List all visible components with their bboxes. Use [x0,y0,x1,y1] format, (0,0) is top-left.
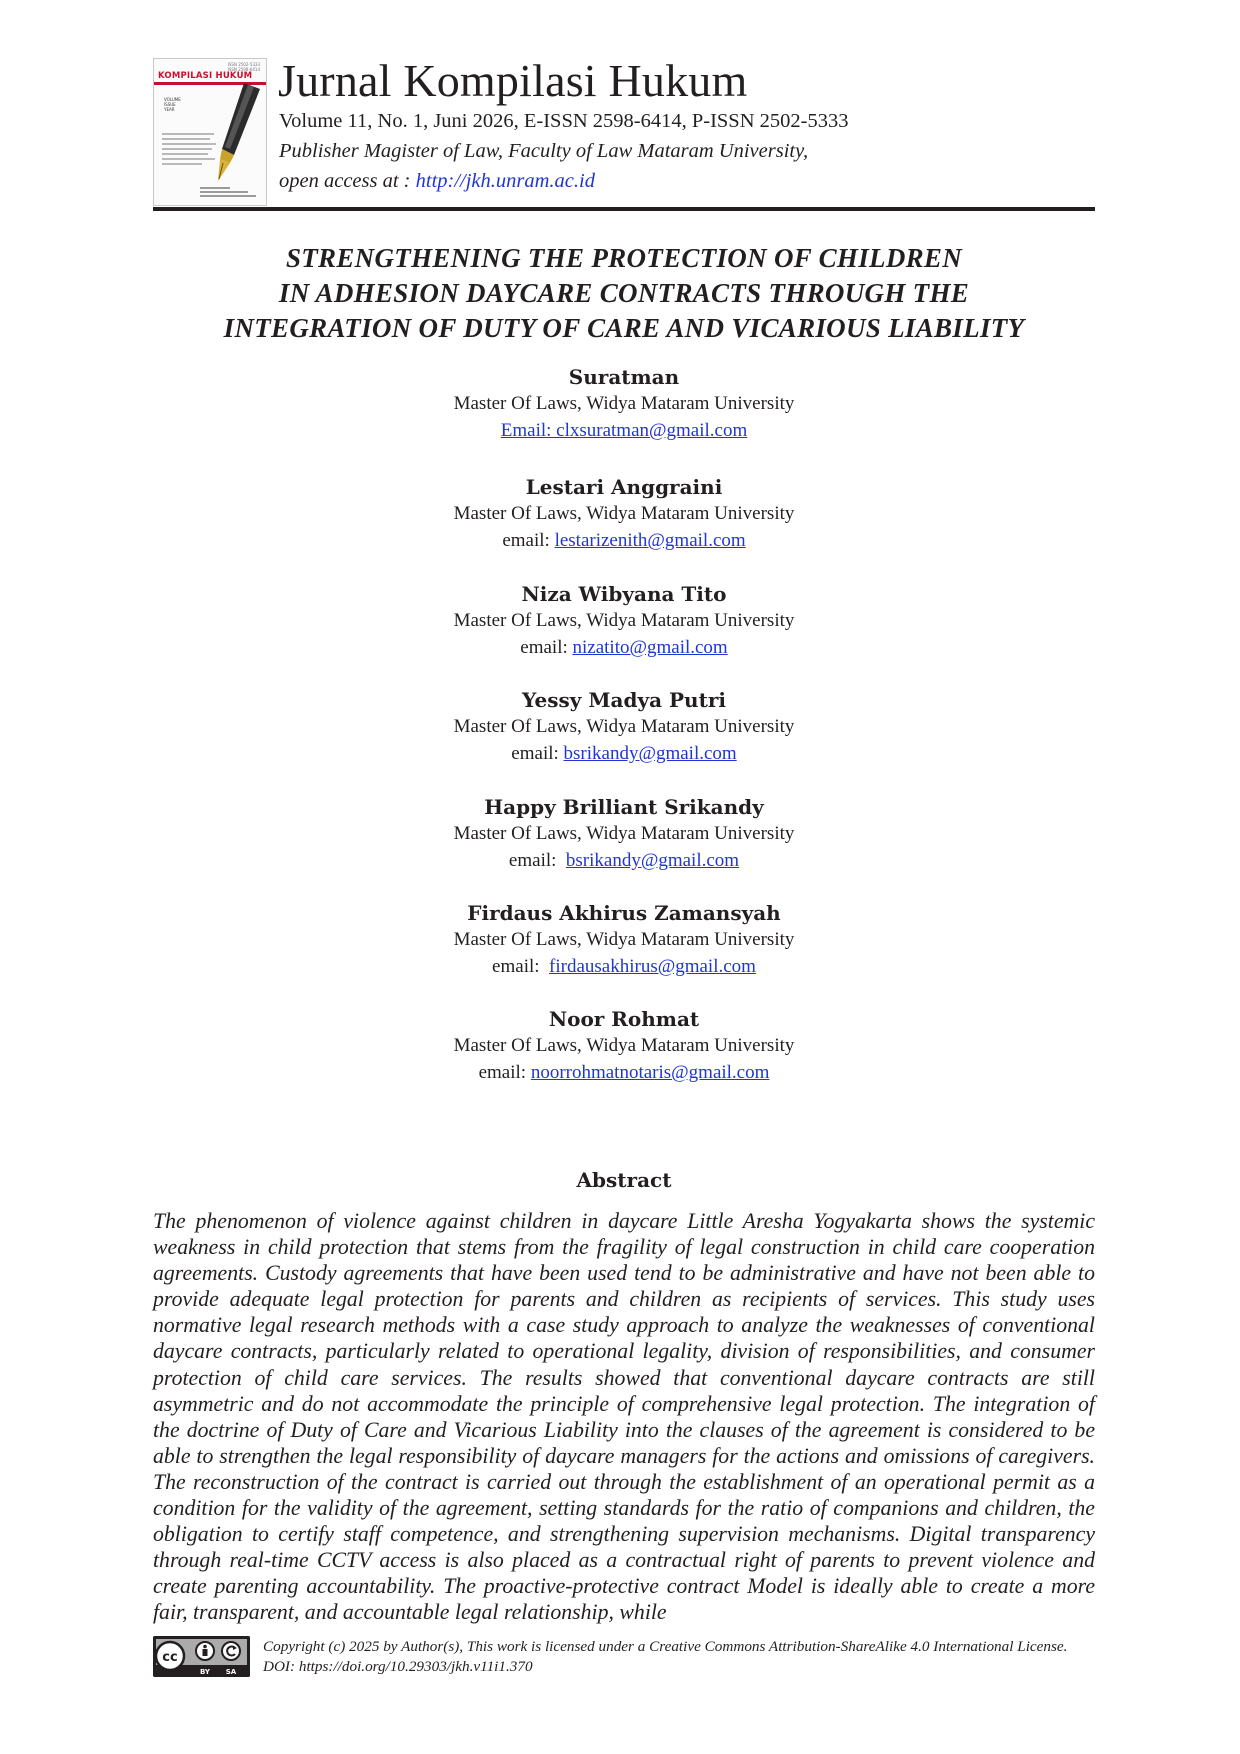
email-link[interactable]: lestarizenith@gmail.com [554,530,746,551]
cover-title: KOMPILASI HUKUM [158,71,253,81]
author-email [153,527,1095,554]
author-affiliation: Master Of Laws, Widya Mataram University [453,1035,795,1056]
author-affiliation: Master Of Laws, Widya Mataram University [453,929,795,950]
journal-open-access-line [279,170,595,193]
author-block [153,687,1095,767]
cc-by-sa-badge[interactable] [153,1636,250,1677]
author-affiliation: Master Of Laws, Widya Mataram University [453,823,795,844]
email-link[interactable]: bsrikandy@gmail.com [563,743,737,764]
open-access-label: open access at : [279,170,416,192]
cc-by-sa-icon [153,1636,250,1677]
email-label: email: [520,637,573,658]
cover-text-lines [162,133,217,168]
author-name: Niza Wibyana Tito [521,582,727,606]
email-label: email: [508,850,566,871]
author-name: Lestari Anggraini [525,475,723,499]
author-affiliation: Master Of Laws, Widya Mataram University [453,716,795,737]
journal-cover-thumbnail [153,58,267,206]
author-block [153,581,1095,661]
author-name: Yessy Madya Putri [522,688,726,712]
cover-volume: VOLUME ISSUE YEAR [164,97,181,112]
article-title [153,241,1095,346]
email-link[interactable]: nizatito@gmail.com [572,637,728,658]
email-link[interactable]: firdausakhirus@gmail.com [549,956,756,977]
title-line: INTEGRATION OF DUTY OF CARE AND VICARIOUS LIABILITY [223,313,1025,343]
author-block [153,794,1095,874]
author-name: Suratman [568,365,680,389]
title-line: STRENGTHENING THE PROTECTION OF CHILDREN [285,243,963,273]
author-block [153,364,1095,444]
journal-page [153,55,1095,1625]
badge-sa-label: SA [225,1668,237,1676]
journal-name: Jurnal Kompilasi Hukum [278,55,748,106]
journal-header [153,55,1095,206]
email-label: email: [492,956,550,977]
journal-website-link[interactable]: http://jkh.unram.ac.id [415,170,595,192]
header-divider [153,207,1095,211]
email-link[interactable]: noorrohmatnotaris@gmail.com [530,1062,770,1083]
author-email [153,740,1095,767]
copyright-license-text: Copyright (c) 2025 by Author(s), This work is licensed under a Creative Commons Attribution-ShareAlike 4.0 International License. DOI: https://doi.org/10.29303/jkh.v11i1.370 [263,1638,1068,1675]
author-name: Noor Rohmat [548,1007,700,1031]
author-affiliation: Master Of Laws, Widya Mataram University [453,503,795,524]
abstract-heading: Abstract [576,1168,672,1192]
author-affiliation: Master Of Laws, Widya Mataram University [453,393,795,414]
author-block [153,1006,1095,1086]
cover-issn: ISSN 2502-5333 ISSN 2598-6414 [227,62,260,72]
email-label: email: [502,530,555,551]
author-block [153,474,1095,554]
title-line: IN ADHESION DAYCARE CONTRACTS THROUGH THE [278,278,970,308]
email-link[interactable]: Email: clxsuratman@gmail.com [500,420,748,441]
abstract-text: The phenomenon of violence against children in daycare Little Aresha Yogyakarta shows the systemic weakness in child protection that stems from the fragility of legal construction in child care cooperation agreements. Custody agreements that have been used tend to be administrative and have not been able to provide adequate legal protection for parents and children as recipients of services. This study uses normative legal research methods with a case study approach to analyze the weaknesses of conventional daycare contracts, particularly related to operational legality, division of responsibilities, and consumer protection of child care services. The results showed that conventional daycare contracts are still asymmetric and do not accommodate the principle of comprehensive legal protection. The integration of the doctrine of Duty of Care and Vicarious Liability into the clauses of the agreement is considered to be able to strengthen the legal responsibility of daycare managers for the actions and omissions of caregivers. The reconstruction of the contract is carried out through the establishment of an operational permit as a condition for the validity of the agreement, setting standards for the ratio of companions and children, the obligation to certify staff competence, and strengthening supervision mechanisms. Digital transparency through real-time CCTV access is also placed as a contractual right of parents to prevent violence and create parenting accountability. The proactive-protective contract Model is ideally able to create a more fair, transparent, and accountable legal relationship, while [153,1209,1095,1625]
author-email [153,634,1095,661]
author-email [153,417,1095,444]
email-label: email: [511,743,564,764]
cover-footer-lines [200,187,256,199]
author-email [153,953,1095,980]
badge-by-label: BY [199,1668,211,1676]
journal-publisher-line: Publisher Magister of Law, Faculty of Law Mataram University, [279,140,809,162]
author-block [153,900,1095,980]
author-name: Happy Brilliant Srikandy [484,795,764,819]
email-label: email: [478,1062,531,1083]
author-affiliation: Master Of Laws, Widya Mataram University [453,610,795,631]
author-email [153,1059,1095,1086]
email-link[interactable]: bsrikandy@gmail.com [565,850,740,871]
svg-text:cc: cc [162,1650,178,1665]
author-name: Firdaus Akhirus Zamansyah [467,901,781,925]
journal-volume-line: Volume 11, No. 1, Juni 2026, E-ISSN 2598-6414, P-ISSN 2502-5333 [279,110,849,132]
author-email [153,847,1095,874]
